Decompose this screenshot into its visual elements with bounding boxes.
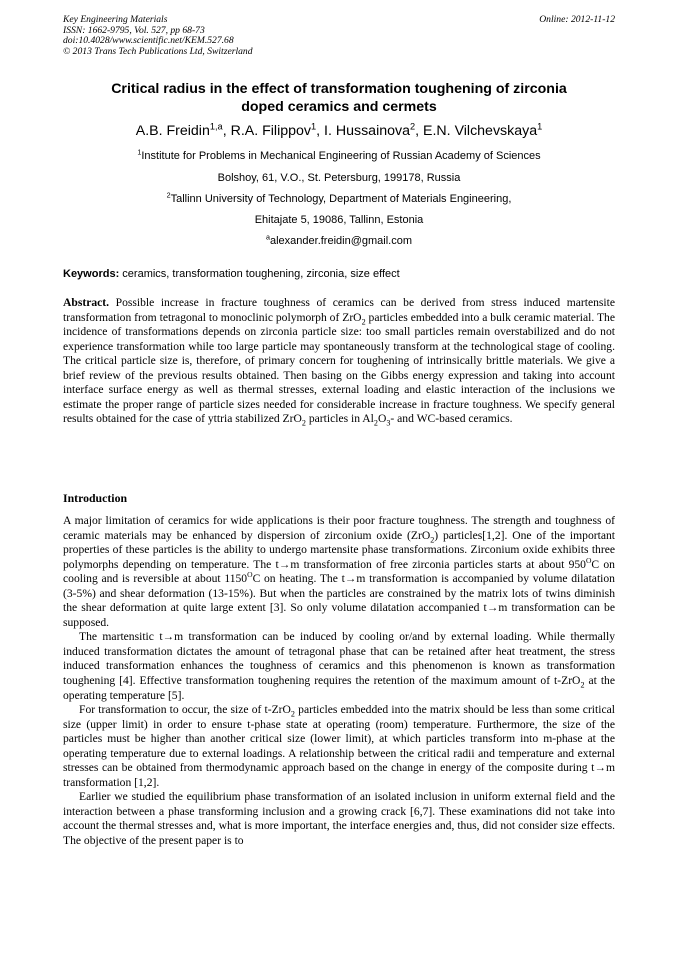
affiliation-mark: 1 (137, 148, 142, 157)
abstract-text: particles embedded into a bulk ceramic material. The incidence of transformations depends on zirconia particle size: too small particles remain overstabilized and do not experience transformation while too large particle may spontaneously transform at the technological stage of cooling. The critical particle size is, therefore, of primary concern for toughening of intrinsically brittle materials. We give a brief review of the previous results obtained. Then basing on the Gibbs energy expression and taking into account interface surface energy as well as thermal stresses, external loading and elastic interaction of the inclusions we estimate the proper range of particle sizes needed for considerable increase in fracture toughness. We specify general results obtained for the case of yttria stabilized ZrO (63, 310, 615, 426)
paragraph-text: at the operating temperature [5]. (63, 674, 615, 702)
affiliation-mark: 2 (166, 191, 171, 200)
title-line-1: Critical radius in the effect of transformation toughening of zirconia (111, 81, 567, 97)
author-affiliation-mark: 1 (537, 121, 543, 132)
author-name: E.N. Vilchevskaya (423, 123, 538, 139)
affiliation-text: Institute for Problems in Mechanical Engineering of Russian Academy of Sciences (141, 150, 541, 162)
author-separator: , (222, 123, 231, 139)
author-separator: , (316, 123, 325, 139)
author-affiliation-mark: 1 (311, 121, 317, 132)
author-affiliation-mark: 1,a (209, 121, 223, 132)
paper-title (63, 80, 615, 116)
paragraph-text: particles embedded into the matrix should be less than some critical size (upper limit) in order to ensure t-phase state at operating (room) temperature. Furthermore, the size of the particles must be higher than another critical size (lower limit), at which particles transform into m-phase at the operating temperature due to external loadings. A relationship between the critical radii and temperature and external stresses can be obtained from thermodynamic approach based on the change in energy of the composite during t→m transformation [1,2]. (63, 703, 615, 789)
subscript: 2 (361, 316, 366, 326)
abstract-text: Possible increase in fracture toughness of ceramics can be derived from stress induced martensite transformation from tetragonal to monoclinic polymorph of ZrO (63, 296, 615, 324)
title-line-2: doped ceramics and cermets (241, 99, 437, 115)
paragraph: Earlier we studied the equilibrium phase transformation of an isolated inclusion in uniform external field and the interaction between a phase transforming inclusion and a growing crack [6,7]. These examinations did not take into account the thermal stresses and, what is more important, the interface energies and, thus, did not consider size effects. The objective of the present paper is to (63, 790, 615, 848)
abstract-text: - and WC-based ceramics. (390, 412, 513, 426)
author-name: A.B. Freidin (135, 123, 210, 139)
subscript: 2 (301, 418, 306, 428)
journal-name: Key Engineering Materials (63, 14, 168, 25)
online-date: Online: 2012-11-12 (539, 14, 615, 25)
abstract (63, 296, 615, 427)
paragraph-text: The martensitic t→m transformation can be induced by cooling or/and by external loading. While thermally induced transformation dictates the amount of tetragonal phase that can be retained after heat treatment, the stress induced transformation enhances the toughness of ceramics and this phenomenon is known as transformation toughening [4]. Effective transformation toughening requires the retention of the maximum amount of t-ZrO (63, 630, 615, 688)
subscript: 2 (430, 534, 435, 544)
subscript: 2 (373, 418, 378, 428)
keywords-text: ceramics, transformation toughening, zirconia, size effect (119, 268, 400, 280)
abstract-label: Abstract. (63, 296, 110, 309)
author-name: I. Hussainova (324, 123, 410, 139)
affiliation-2-line-2: Ehitajate 5, 19086, Tallinn, Estonia (254, 214, 424, 226)
abstract-text: O (377, 412, 387, 426)
paragraph-text: C on heating. The t→m transformation is accompanied by volume dilatation (3-5%) and shear deformation (13-15%). But when the particles are constrained by the matrix lots of twins diminish the shear deformation at quite large extent [3]. So only volume dilatation accompanied t→m transformation can be supposed. (63, 572, 615, 629)
subscript: 2 (290, 709, 295, 719)
email-address[interactable]: alexander.freidin@gmail.com (269, 235, 412, 247)
paragraph (63, 514, 615, 630)
email-mark: a (266, 233, 270, 242)
abstract-text: particles in Al (305, 412, 374, 426)
copyright-line: © 2013 Trans Tech Publications Ltd, Switzerland (63, 45, 253, 57)
issn-line: ISSN: 1662-9795, Vol. 527, pp 68-73 (63, 24, 205, 36)
doi-line[interactable]: doi:10.4028/www.scientific.net/KEM.527.68 (63, 35, 234, 47)
affiliation-1-line-1 (63, 150, 615, 163)
paragraph (63, 703, 615, 790)
keywords-label: Keywords: (63, 268, 120, 280)
affiliation-text: Tallinn University of Technology, Department of Materials Engineering, (170, 193, 512, 205)
author-affiliation-mark: 2 (410, 121, 416, 132)
journal-header (63, 15, 615, 57)
introduction-heading: Introduction (63, 491, 128, 505)
introduction-body (63, 514, 615, 849)
paragraph-text: C on cooling and is reversible at about 1150 (63, 557, 615, 586)
subscript: 3 (386, 418, 391, 428)
affiliation-1-line-2: Bolshoy, 61, V.O., St. Petersburg, 199178, Russia (217, 172, 461, 184)
author-name: R.A. Filippov (230, 123, 311, 139)
subscript: 2 (580, 680, 585, 690)
keywords (63, 267, 615, 281)
author-list (63, 122, 615, 140)
paragraph-text: ) particles[1,2]. One of the important properties of these particles is the ability to undergo martensite phase transformations. Zirconium oxide exhibits three polymorphs depending on temperature. The t→m transformation of free zirconia particles starts at about 950 (63, 528, 615, 571)
author-email[interactable] (63, 235, 615, 248)
superscript: O (585, 555, 592, 565)
superscript: O (247, 570, 253, 580)
paragraph-text: For transformation to occur, the size of t-ZrO (79, 703, 291, 717)
paragraph (63, 630, 615, 703)
paragraph-text: A major limitation of ceramics for wide applications is their poor fracture toughness. The strength and toughness of ceramic materials may be enhanced by dispersion of zirconium oxide (ZrO (63, 514, 615, 542)
author-separator: , (415, 123, 424, 139)
affiliation-2-line-1 (63, 193, 615, 206)
